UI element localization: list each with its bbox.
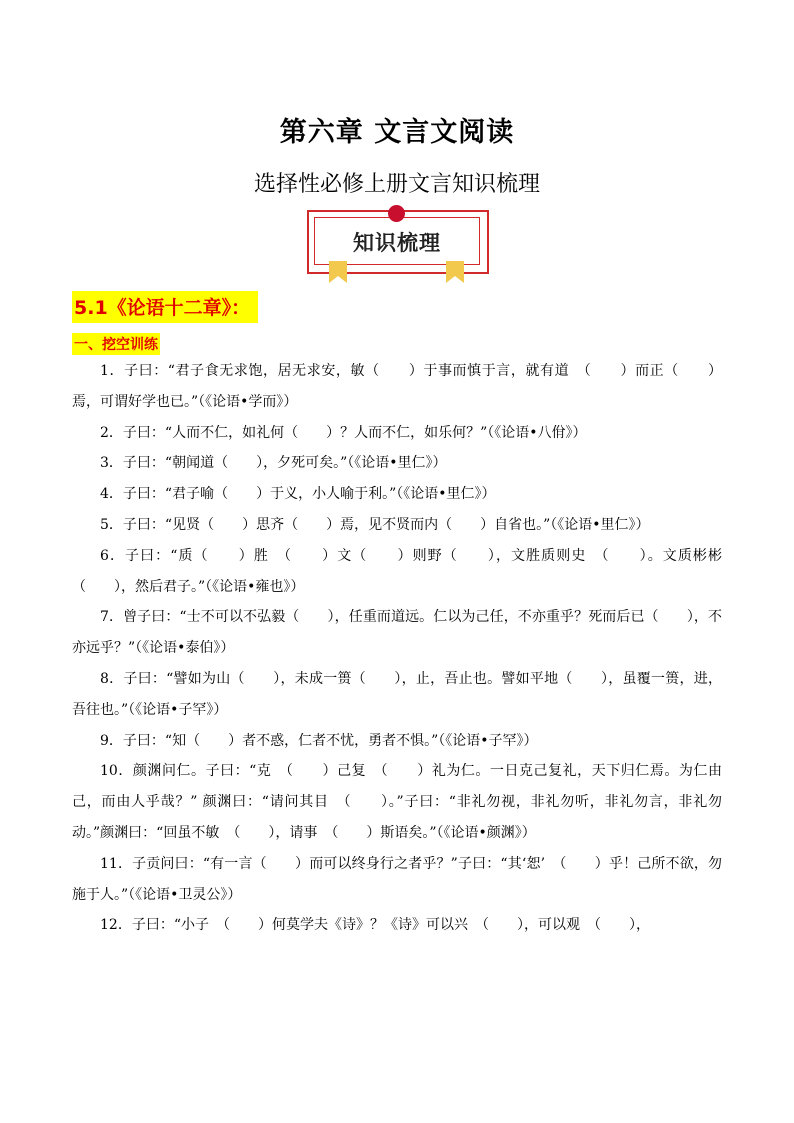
- banner-label: 知识梳理: [353, 231, 441, 255]
- exercise-item: 8．子曰：“譬如为山（ ），未成一篑（ ），止，吾止也。譬如平地（ ），虽覆一篑，进，吾往也。”（《论语•子罕》）: [72, 670, 722, 718]
- subsection-heading: 一、挖空训练: [72, 333, 160, 355]
- exercise-item: 1．子曰：“君子食无求饱，居无求安，敏（ ）于事而慎于言，就有道 （ ）而正（ ）焉，可谓好学也已。”（《论语•学而》）: [72, 363, 722, 410]
- exercise-item: 7．曾子曰：“士不可以不弘毅（ ），任重而道远。仁以为己任，不亦重乎？死而后已（ ），不亦远乎？”（《论语•泰伯》）: [72, 609, 722, 657]
- exercise-item: 12．子曰：“小子 （ ）何莫学夫《诗》？《诗》可以兴 （ ），可以观 （ ），: [100, 917, 650, 934]
- right-ribbon-icon: [446, 261, 464, 283]
- exercise-item: 9．子曰：“知（ ）者不惑，仁者不忧，勇者不惧。”（《论语•子罕》）: [100, 732, 538, 749]
- chapter-subtitle: 选择性必修上册文言知识梳理: [253, 172, 540, 197]
- exercise-item: 11．子贡问曰：“有一言（ ）而可以终身行之者乎？”子曰：“其‘恕’ （ ）乎！己所不欲，勿施于人。”（《论语•卫灵公》）: [72, 855, 722, 903]
- section-heading: 5.1《论语十二章》：: [72, 291, 258, 323]
- exercise-item: 4．子曰：“君子喻（ ）于义，小人喻于利。”（《论语•里仁》）: [100, 486, 496, 503]
- banner-pin-icon: [388, 205, 405, 222]
- exercise-item: 3．子曰：“朝闻道（ ），夕死可矣。”（《论语•里仁》）: [100, 455, 447, 472]
- exercise-item: 2．子曰：“人而不仁，如礼何（ ）？人而不仁，如乐何？”（《论语•八佾》）: [100, 424, 587, 441]
- exercise-list: [72, 356, 722, 941]
- left-ribbon-icon: [329, 261, 347, 283]
- exercise-item: 5．子曰：“见贤（ ）思齐（ ）焉，见不贤而内（ ）自省也。”（《论语•里仁》）: [100, 516, 650, 533]
- knowledge-banner: [307, 205, 487, 285]
- exercise-item: 6．子曰：“质（ ）胜 （ ）文（ ）则野（ ），文胜质则史 （ ）。文质彬彬（ ），然后君子。”（《论语•雍也》）: [72, 547, 722, 595]
- exercise-item: 10．颜渊问仁。子曰：“克 （ ）己复 （ ）礼为仁。一日克己复礼，天下归仁焉。为仁由己，而由人乎哉？” 颜渊曰：“请问其目 （ ）。”子曰：“非礼勿视，非礼勿听，非礼勿言，非礼勿动。”颜渊曰：“回虽不敏 （ ），请事 （ ）斯语矣。”（《论语•颜渊》）: [72, 763, 722, 841]
- chapter-title: 第六章 文言文阅读: [279, 117, 515, 148]
